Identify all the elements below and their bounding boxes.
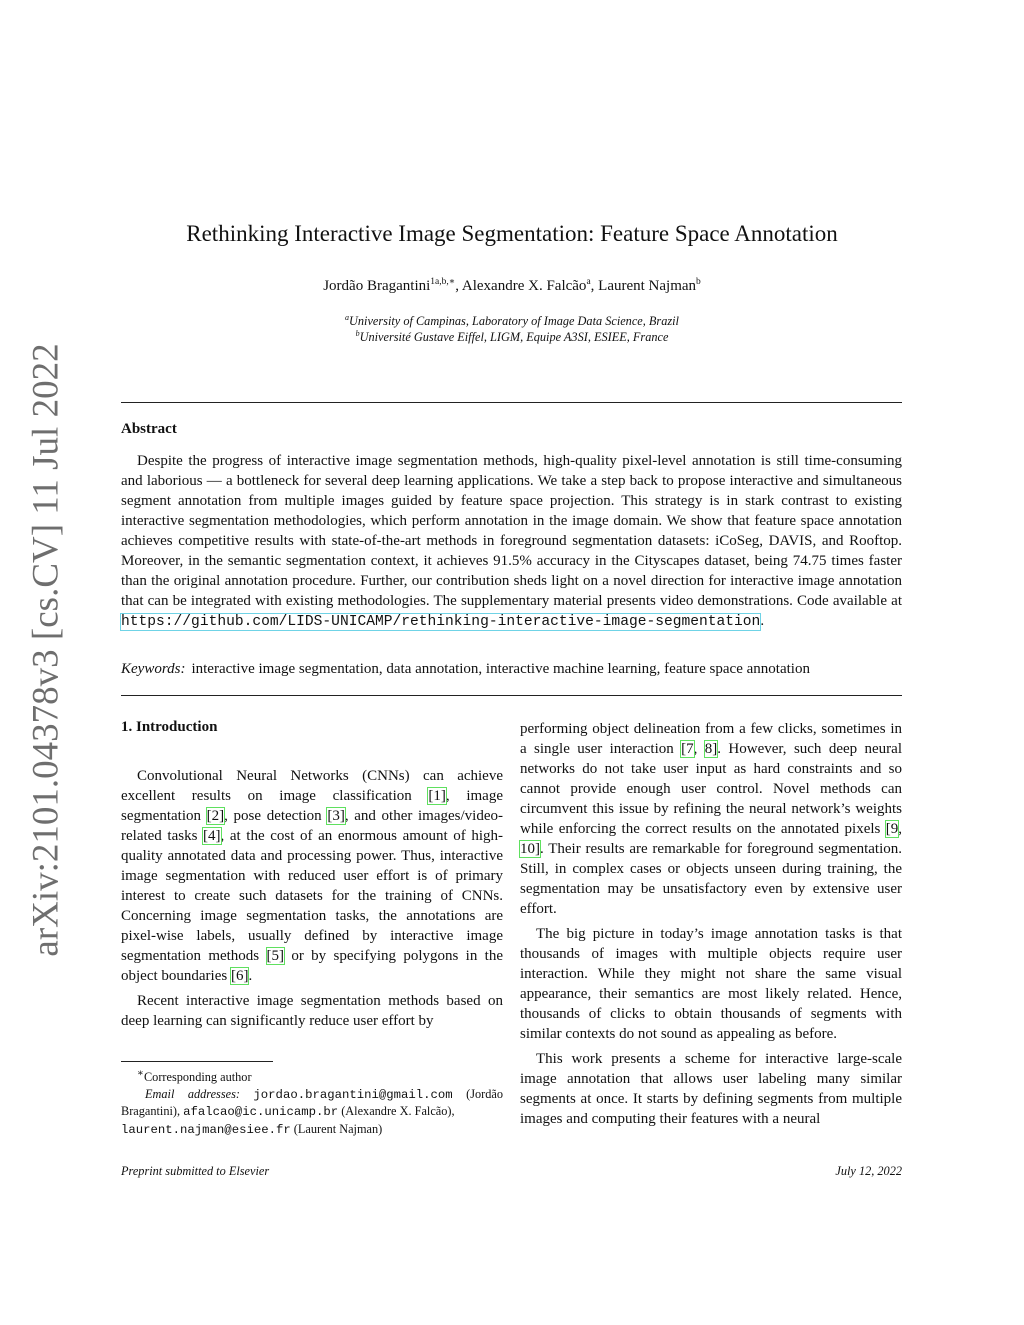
text-run: ,	[898, 821, 902, 837]
top-divider	[121, 402, 902, 403]
text-run: (Laurent Najman)	[290, 1121, 383, 1136]
footnote-divider	[121, 1061, 273, 1062]
keywords-label: Keywords:	[121, 661, 186, 677]
paragraph: The big picture in today’s image annotation tasks is that thousands of images with multiple objects require user interaction. While they might not share the same visual appearance, their semantics are most likely related. Hence, thousands of clicks to obtain thousands of segments with similar contexts do not sound as appealing as before.	[520, 926, 902, 1042]
citation-link[interactable]: [4]	[203, 828, 221, 844]
text-run: .	[248, 968, 253, 984]
paragraph	[520, 719, 902, 919]
paragraph: Recent interactive image segmentation methods based on deep learning can significantly reduce user effort by	[121, 993, 503, 1029]
citation-link[interactable]: [3]	[327, 808, 345, 824]
footnote	[121, 1066, 503, 1138]
text-run: or by specifying polygons in the object boundaries	[121, 948, 504, 984]
text-run: , pose detection	[224, 808, 328, 824]
left-column	[121, 766, 503, 1031]
affiliation-text: Université Gustave Eiffel, LIGM, Equipe A3SI, ESIEE, France	[359, 330, 669, 345]
keywords	[121, 661, 902, 678]
footnote-emails	[121, 1086, 503, 1139]
affiliation-a	[0, 313, 1024, 329]
abstract-heading: Abstract	[121, 421, 177, 437]
text-run: , image segmentation	[121, 788, 503, 824]
author-name: , Laurent Najman	[590, 278, 697, 294]
text-run: (Alexandre X. Falcão),	[338, 1104, 455, 1119]
abstract-end: .	[760, 613, 765, 629]
abstract-text: Despite the progress of interactive image segmentation methods, high-quality pixel-level annotation is still time-consuming and laborious — a bottleneck for several deep learning applications. We take a step back to propose interactive and simultaneous segment annotation from multiple images guided by feature space projection. This strategy is in stark contrast to existing interactive segmentation methodologies, which perform annotation in the image domain. We show that feature space annotation achieves competitive results with state-of-the-art methods in foreground segmentation datasets: iCoSeg, DAVIS, and Rooftop. Moreover, in the semantic segmentation context, it achieves 91.5% accuracy in the Cityscapes dataset, being 74.75 times faster than the original annotation procedure. Further, our contribution sheds light on a novel direction for interactive image annotation that can be integrated with existing methodologies. The supplementary material presents video demonstrations. Code available at	[121, 453, 902, 609]
text-run: performing object delineation from a few clicks, sometimes in a single user interaction	[520, 721, 902, 757]
affiliation-mark: b	[355, 329, 360, 338]
bottom-divider	[121, 695, 902, 696]
footer-right: July 12, 2022	[835, 1164, 902, 1178]
text-run: . However, such deep neural networks do not take user input as hard constraints and so cannot provide enough user control. Novel methods can circumvent this issue by refining the neural network’s weights while enforcing the correct results on the annotated pixels	[520, 741, 902, 837]
author-affiliation-mark: a	[586, 277, 591, 287]
text-run: ,	[693, 741, 705, 757]
footnote-corresponding-text: Corresponding author	[143, 1070, 252, 1085]
citation-link[interactable]: [5]	[266, 948, 284, 964]
right-column	[520, 719, 902, 1129]
author-name: , Alexandre X. Falcão	[455, 278, 587, 294]
citation-link[interactable]: [1]	[428, 788, 446, 804]
footnote-corresponding	[121, 1066, 503, 1086]
affiliation-mark: a	[345, 313, 350, 322]
text-run: , and other images/video-related tasks	[121, 808, 503, 844]
footnote-mark: ∗	[137, 1068, 144, 1079]
text-run: Convolutional Neural Networks (CNNs) can achieve excellent results on image classification	[121, 768, 503, 804]
arxiv-identifier: arXiv:2101.04378v3 [cs.CV] 11 Jul 2022	[25, 343, 67, 957]
author-affiliation-mark: 1a,b,∗	[430, 277, 456, 287]
citation-link[interactable]: 8]	[704, 741, 718, 757]
text-run: . Their results are remarkable for foreground segmentation. Still, in complex cases or objects unseen during training, the segmentation may be unsatisfactory even by extensive user effort.	[520, 841, 902, 917]
section-heading: 1. Introduction	[121, 719, 218, 735]
email-label: Email addresses:	[145, 1086, 240, 1101]
affiliation-b	[0, 329, 1024, 345]
email-link[interactable]: jordao.bragantini@gmail.com	[253, 1087, 453, 1102]
text-run: (Jordão Bragantini),	[121, 1086, 503, 1119]
email-link[interactable]: laurent.najman@esiee.fr	[121, 1122, 291, 1137]
paragraph	[121, 766, 503, 986]
citation-link[interactable]: 10]	[520, 841, 540, 857]
email-link[interactable]: afalcao@ic.unicamp.br	[183, 1105, 339, 1120]
author-name: Jordão Bragantini	[323, 278, 431, 294]
citation-link[interactable]: [9	[885, 821, 899, 837]
affiliation-text: University of Campinas, Laboratory of Image Data Science, Brazil	[349, 314, 679, 329]
author-affiliation-mark: b	[696, 277, 701, 287]
paper-title: Rethinking Interactive Image Segmentation: Feature Space Annotation	[186, 221, 838, 246]
abstract-body	[121, 451, 902, 632]
citation-link[interactable]: [7	[681, 741, 694, 757]
footer-left: Preprint submitted to Elsevier	[121, 1164, 270, 1178]
author-list	[0, 276, 1024, 295]
code-repository-link[interactable]: https://github.com/LIDS-UNICAMP/rethinking-interactive-image-segmentation	[121, 614, 761, 630]
paragraph: This work presents a scheme for interactive large-scale image annotation that allows user labeling many similar segments at once. It starts by defining segments from multiple images and computing their features with a neural	[520, 1051, 902, 1127]
citation-link[interactable]: [6]	[230, 968, 249, 984]
keywords-text: interactive image segmentation, data annotation, interactive machine learning, feature space annotation	[191, 661, 810, 677]
text-run: , at the cost of an enormous amount of high-quality annotated data and processing power. Thus, interactive image segmentation with reduced user effort is of primary interest to create such datasets for the training of CNNs. Concerning image segmentation tasks, the annotations are pixel-wise labels, usually defined by interactive image segmentation methods	[121, 828, 503, 964]
citation-link[interactable]: [2]	[206, 808, 225, 824]
